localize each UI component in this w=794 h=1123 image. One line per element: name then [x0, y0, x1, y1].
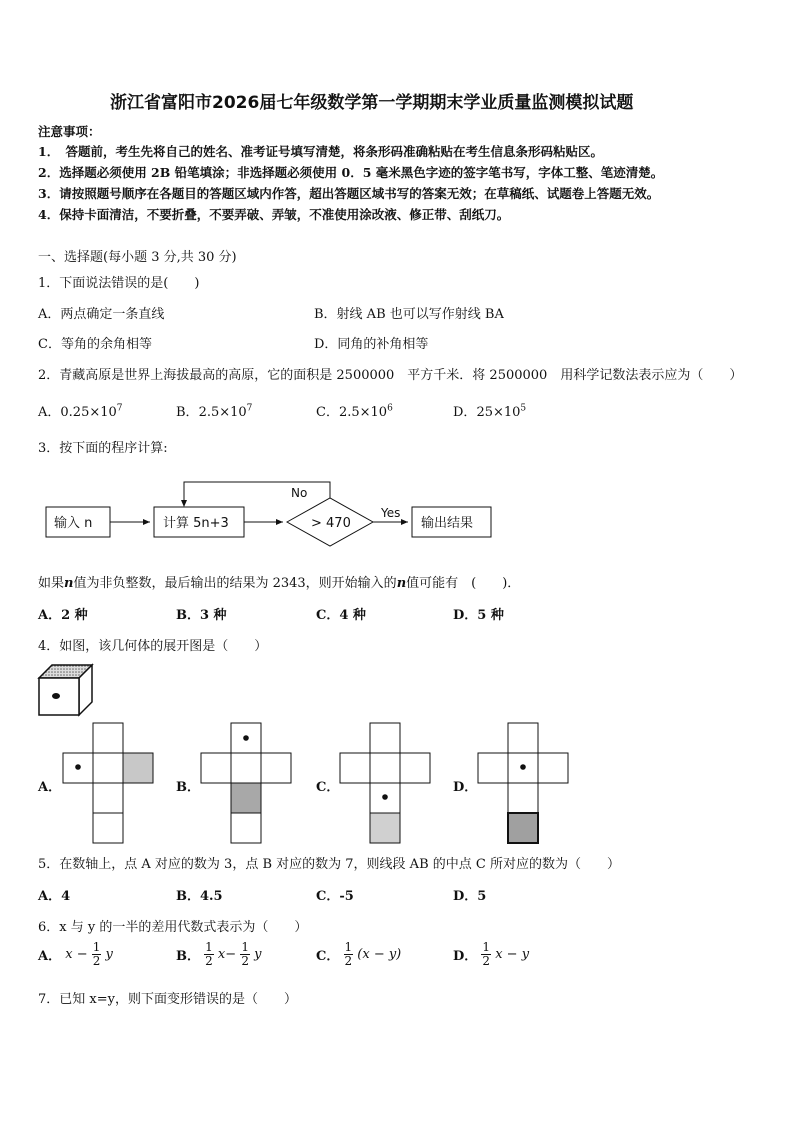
flow-input-label: 输入 n [54, 516, 93, 531]
flow-no-label: No [291, 486, 308, 500]
flow-output-label: 输出结果 [421, 516, 474, 531]
q3-option-a: A．2 种 [38, 608, 88, 623]
cube-figure [36, 662, 100, 718]
cube-dot [52, 693, 60, 699]
q6-option-b: B． $\frac{1}{2}$ x− $\frac{1}{2}$ y [176, 940, 262, 968]
q7-stem: 7．已知 x=y，则下面变形错误的是（ ） [38, 992, 297, 1007]
q5-stem: 5．在数轴上，点 A 对应的数为 3，点 B 对应的数为 7，则线段 AB 的中点 C 所对应的数为（ ） [38, 857, 620, 872]
q2-stem: 2．青藏高原是世界上海拔最高的高原，它的面积是 2500000 平方千米．将 2500000 用科学记数法表示应为（ ） [38, 368, 743, 383]
q3-stem2: 如果n值为非负整数，最后输出的结果为 2343，则开始输入的n值可能有 ( )． [38, 576, 521, 591]
option-value: 2.5×10 [198, 405, 247, 420]
exponent: 6 [387, 403, 393, 414]
q6-option-d: D． $\frac{1}{2}$ x − y [453, 940, 530, 968]
note-item: 2．选择题必须使用 2B 铅笔填涂；非选择题必须使用 0．5 毫米黑色字迹的签字笔书写，字体工整、笔迹清楚。 [38, 165, 664, 180]
q1-option-c: C．等角的余角相等 [38, 337, 152, 352]
flow-compute-label: 计算 5n+3 [163, 516, 229, 531]
q5-option-a: A．4 [38, 889, 71, 904]
net-a-shaded [123, 753, 153, 783]
exponent: 7 [116, 403, 123, 414]
net-c-dot [382, 794, 388, 800]
net-figures [0, 720, 794, 845]
option-label: A． [38, 405, 61, 420]
net-c-shaded [370, 813, 400, 843]
net-d-dot [520, 764, 526, 770]
q3-option-d: D．5 种 [453, 608, 504, 623]
q6-option-c: C． $\frac{1}{2}$ (x − y) [316, 940, 402, 968]
q4-stem: 4．如图，该几何体的展开图是（ ） [38, 639, 268, 654]
option-label: B． [176, 405, 199, 420]
q1-option-b: B．射线 AB 也可以写作射线 BA [314, 307, 504, 322]
flowchart [0, 470, 794, 550]
q4-option-b: B． [176, 780, 200, 795]
q3-stem: 3．按下面的程序计算: [38, 441, 168, 456]
exponent: 5 [520, 403, 527, 414]
net-b-shaded [231, 783, 261, 813]
exponent: 7 [246, 403, 253, 414]
flow-condition-label: > 470 [311, 516, 351, 531]
q6-stem: 6．x 与 y 的一半的差用代数式表示为（ ） [38, 920, 308, 935]
q1-option-a: A．两点确定一条直线 [38, 307, 165, 322]
q2-option-c [316, 401, 393, 420]
notes-heading: 注意事项： [38, 124, 101, 139]
page-title: 浙江省富阳市2026届七年级数学第一学期期末学业质量监测模拟试题 [110, 93, 634, 113]
option-value: 25×10 [476, 405, 521, 420]
section-heading: 一、选择题(每小题 3 分,共 30 分) [38, 250, 237, 265]
q4-option-c: C． [316, 780, 340, 795]
option-label: C． [316, 405, 339, 420]
q3-option-b: B．3 种 [176, 608, 227, 623]
q2-option-b [176, 401, 252, 420]
q5-option-b: B．4.5 [176, 889, 223, 904]
q5-option-d: D．5 [453, 889, 487, 904]
flow-yes-label: Yes [381, 506, 401, 520]
note-item: 1． 答题前，考生先将自己的姓名、准考证号填写清楚，将条形码准确粘贴在考生信息条形码粘贴区。 [38, 144, 603, 159]
q6-option-a: A． x − $\frac{1}{2}$ y [38, 940, 113, 968]
q5-option-c: C．-5 [316, 889, 354, 904]
option-value: 2.5×10 [338, 405, 388, 420]
q4-option-d: D． [453, 780, 478, 795]
q3-option-c: C．4 种 [316, 608, 366, 623]
q4-option-a: A． [38, 780, 62, 795]
q2-option-a [38, 401, 123, 420]
net-b-dot [243, 735, 249, 741]
option-label: D． [453, 405, 477, 420]
net-a-dot [75, 764, 81, 770]
q1-stem: 1．下面说法错误的是( ) [38, 276, 200, 291]
net-d-shaded [508, 813, 538, 843]
option-value: 0.25×10 [60, 405, 117, 420]
note-item: 4．保持卡面清洁，不要折叠，不要弄破、弄皱，不准使用涂改液、修正带、刮纸刀。 [38, 207, 510, 222]
q1-option-d: D．同角的补角相等 [314, 337, 429, 352]
q2-option-d [453, 401, 526, 420]
note-item: 3．请按照题号顺序在各题目的答题区域内作答，超出答题区域书写的答案无效；在草稿纸、试题卷上答题无效。 [38, 186, 660, 201]
